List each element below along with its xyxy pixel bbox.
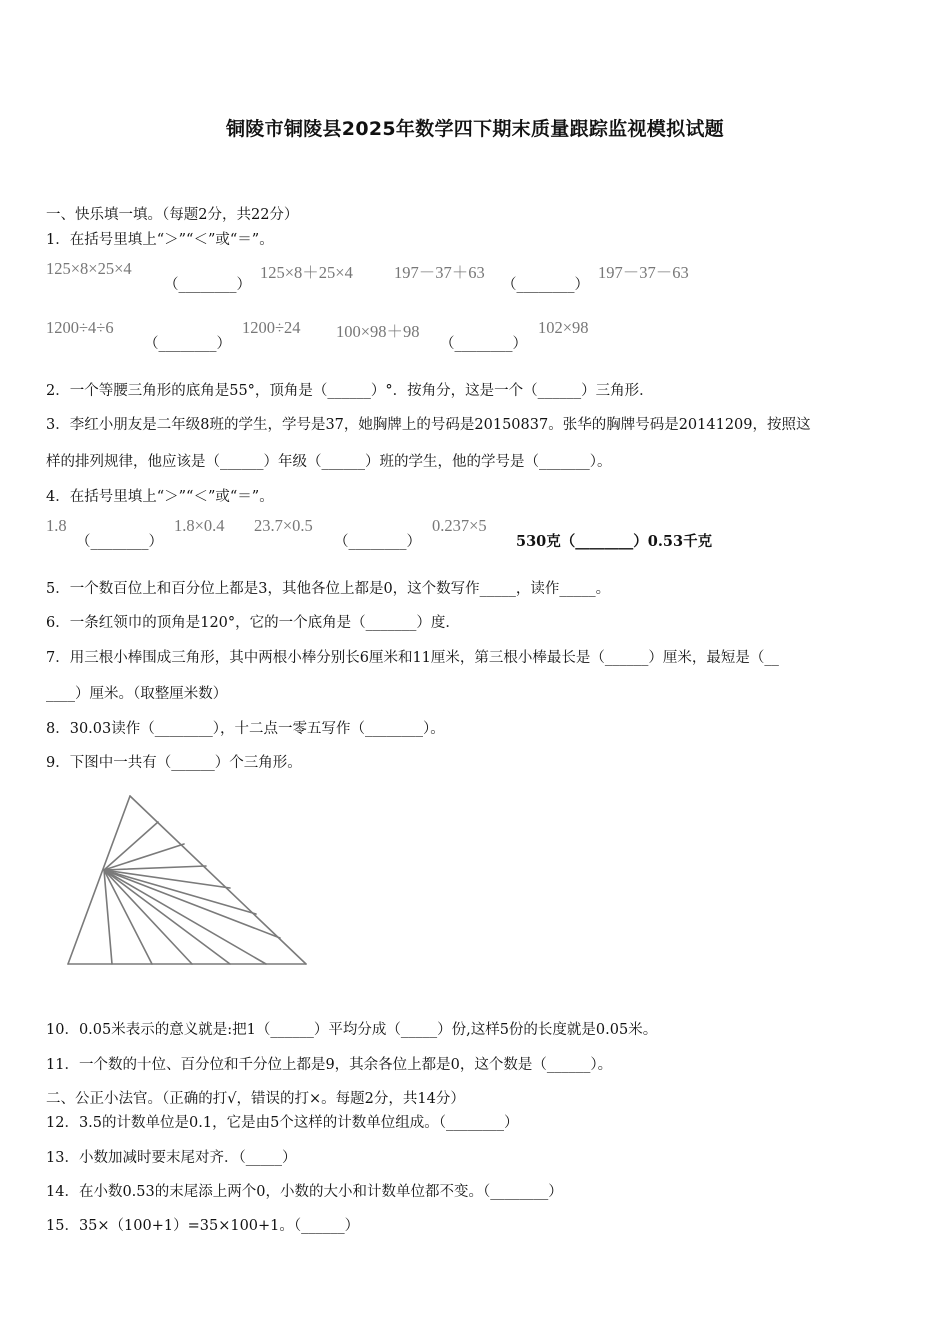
question-4-stem: 4．在括号里填上“＞”“＜”或“＝”。	[46, 489, 274, 505]
question-9: 9．下图中一共有（______）个三角形。	[46, 755, 302, 771]
fan-line-5	[104, 870, 256, 914]
question-14: 14．在小数0.53的末尾添上两个0，小数的大小和计数单位都不变。（________）	[46, 1184, 563, 1200]
q1-r2-expr-a2: 100×98＋98	[336, 322, 420, 341]
question-5: 5．一个数百位上和百分位上都是3，其他各位上都是0，这个数写作_____，读作_____。	[46, 581, 611, 597]
triangle-figure	[60, 790, 320, 974]
fan-line-10	[104, 870, 230, 964]
question-7-line1: 7．用三根小棒围成三角形，其中两根小棒分别长6厘米和11厘米，第三根小棒最长是（______）厘米，最短是（__	[46, 650, 779, 666]
q1-r2-expr-c2: 102×98	[538, 318, 589, 337]
q1-r1-expr-a1: 125×8×25×4	[46, 259, 132, 278]
question-7-line2: ____）厘米。（取整厘米数）	[46, 686, 228, 702]
question-1-stem: 1．在括号里填上“＞”“＜”或“＝”。	[46, 232, 274, 248]
question-3-line2: 样的排列规律，他应该是（______）年级（______）班的学生，他的学号是（_______）。	[46, 454, 612, 470]
question-2: 2．一个等腰三角形的底角是55°，顶角是（______）°．按角分，这是一个（______）三角形．	[46, 383, 654, 399]
q1-r2-blank-2[interactable]: （________）	[440, 336, 527, 352]
question-3-line1: 3．李红小朋友是二年级8班的学生，学号是37，她胸牌上的号码是20150837。张华的胸牌号码是20141209，按照这	[46, 417, 811, 433]
q1-r2-expr-c1: 1200÷24	[242, 318, 301, 337]
q4-expr-a2: 23.7×0.5	[254, 516, 313, 535]
q1-r1-expr-a2: 197－37＋63	[394, 263, 485, 282]
question-8: 8．30.03读作（________），十二点一零五写作（________）。	[46, 721, 445, 737]
question-11: 11．一个数的十位、百分位和千分位上都是9，其余各位上都是0，这个数是（______）。	[46, 1057, 613, 1073]
section1-header: 一、快乐填一填。（每题2分，共22分）	[46, 207, 299, 223]
q4-blank-1[interactable]: （________）	[76, 534, 163, 550]
q1-r1-expr-c1: 125×8＋25×4	[260, 263, 353, 282]
q4-expr-c1: 1.8×0.4	[174, 516, 225, 535]
question-13: 13．小数加减时要末尾对齐．（_____）	[46, 1150, 297, 1166]
page-title: 铜陵市铜陵县2025年数学四下期末质量跟踪监视模拟试题	[226, 118, 724, 140]
question-6: 6．一条红领巾的顶角是120°，它的一个底角是（_______）度．	[46, 615, 460, 631]
fan-line-9	[104, 870, 192, 964]
q1-r1-blank-1[interactable]: （________）	[164, 277, 251, 293]
question-12: 12．3.5的计数单位是0.1，它是由5个这样的计数单位组成。（________）	[46, 1115, 519, 1131]
q4-expr-c2: 0.237×5	[432, 516, 487, 535]
question-15: 15．35×（100+1）=35×100+1。（______）	[46, 1218, 360, 1234]
question-10: 10．0.05米表示的意义就是:把1（______）平均分成（_____）份,这样5份的长度就是0.05米。	[46, 1022, 658, 1038]
q4-expr-a1: 1.8	[46, 516, 67, 535]
triangle-right-edge	[130, 796, 306, 964]
q1-r2-blank-1[interactable]: （________）	[144, 336, 231, 352]
fan-line-6	[104, 870, 280, 938]
q1-r1-blank-2[interactable]: （________）	[502, 277, 589, 293]
q4-blank-2[interactable]: （________）	[334, 534, 421, 550]
section2-header: 二、公正小法官。（正确的打√，错误的打×。每题2分，共14分）	[46, 1091, 465, 1107]
fan-line-2	[104, 844, 184, 870]
fan-line-3	[104, 866, 206, 870]
q4-third-comparison: 530克（________）0.53千克	[516, 533, 713, 550]
q1-r2-expr-a1: 1200÷4÷6	[46, 318, 114, 337]
q1-r1-expr-c2: 197－37－63	[598, 263, 689, 282]
